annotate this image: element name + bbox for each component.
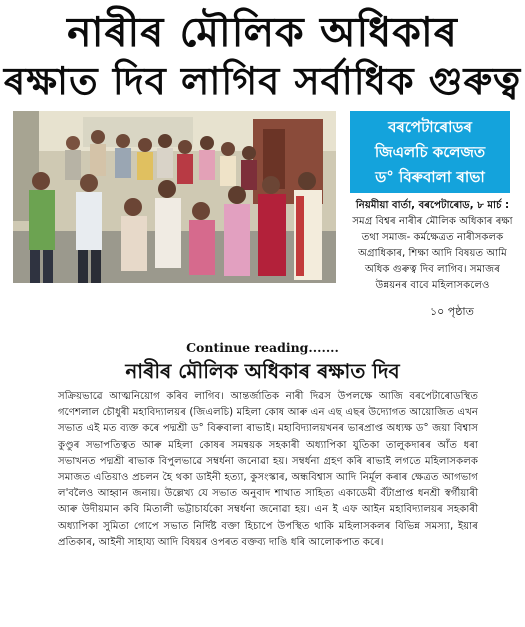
sidebar-body: সমগ্ৰ বিশ্বৰ নাৰীৰ মৌলিক অধিকাৰ ৰক্ষা তথা সমাজ- কৰ্মক্ষেত্ৰত নাৰীসকলক অগ্ৰাধিকাৰ, শিক্ষা আদি বিষয়ত আমি অধিক গুৰুত্ব দিব লাগিব। সমাজৰ উন্নয়নৰ বাবে মহিলাসকলেও [352,216,513,291]
article-subheadline: নাৰীৰ মৌলিক অধিকাৰ ৰক্ষাত দিব [125,359,400,383]
article-body: সক্ৰিয়ভাৱে আত্মনিয়োগ কৰিব লাগিব। আন্তৰ্জাতিক নাৰী দিৱস উপলক্ষে আজি বৰপেটাৰোডস্থিত গণেশলাল চৌধুৰী মহাবিদ্যালয়ৰ (জিএলচি) মহিলা কোষ আৰু এন এছ এছৰ উদ্যোগত আয়োজিত এখন সভাত এই মত ব্যক্ত কৰে পদ্মশ্ৰী ড° বিৰুবালা ৰাভাই। মহাবিদ্যালয়খনৰ ভাৰপ্ৰাপ্ত অধ্যক্ষ ড° জয়া বিশ্বাস কুণ্ডুৰ সভাপতিত্বত আৰু মহিলা কোষৰ সমন্বয়ক সহকাৰী অধ্যাপিকা যুতিকা তালুকদাৰৰ আঁত ধৰা সভাখনত পদ্মশ্ৰী ৰাভাক বিপুলভাৱে সম্বৰ্ধনা জনোৱা হয়। সম্বৰ্ধনা গ্ৰহণ কৰি ৰাভাই লগতে মহিলাসকলক সমাজত এতিয়াও প্ৰচলন হৈ থকা ডাইনী হত্যা, কুসংস্কাৰ, অন্ধবিশ্বাস আদি নিৰ্মূল কৰাৰ ক্ষেত্ৰত আগভাগ ল'বলৈও আহ্বান জনায়। উল্লেখ্য যে সভাত অনুবাদ শাখাত সাহিত্য একাডেমী বঁটাপ্ৰাপ্ত ধনশ্ৰী স্বৰ্গীয়াৰী আৰু উদীয়মান কবি মিতালী ভট্টাচাৰ্যকো সম্বৰ্ধনা জনোৱা হয়। এন ই এফ আইন মহাবিদ্যালয়ৰ সহকাৰী অধ্যাপিকা সুমিতা গোপে সভাত নিৰ্দিষ্ট বক্তা হিচাপে উপস্থিত থাকি মহিলাসকলৰ বিভিন্ন সমস্যা, ইয়াৰ প্ৰতিকাৰ, আইনী সাহায্য আদি বিষয়ৰ ওপৰত বক্তব্য দাঙি ধৰি আলোকপাত কৰে। [58,391,478,548]
dateline: নিয়মীয়া বাৰ্তা, বৰপেটাৰোড, ৮ মাৰ্চ : [355,200,510,211]
headline-line-1: নাৰীৰ মৌলিক অধিকাৰ [67,8,458,56]
sidebar-heading-line-2: জিএলচি কলেজত [374,143,486,161]
continue-reading-label: Continue reading....... [186,340,339,355]
group-photo-illustration [13,111,336,283]
sidebar-heading-box [350,111,510,193]
sidebar-lead-text [350,198,515,294]
continued-page-ref: ১০ পৃষ্ঠাত [430,305,474,318]
headline-line-2: ৰক্ষাত দিব লাগিব সৰ্বাধিক গুৰুত্ব [3,59,522,103]
group-photo [13,111,336,283]
sidebar-heading-line-3: ড° বিৰুবালা ৰাভা [375,168,485,186]
sidebar-heading-line-1: বৰপেটাৰোডৰ [388,118,472,136]
